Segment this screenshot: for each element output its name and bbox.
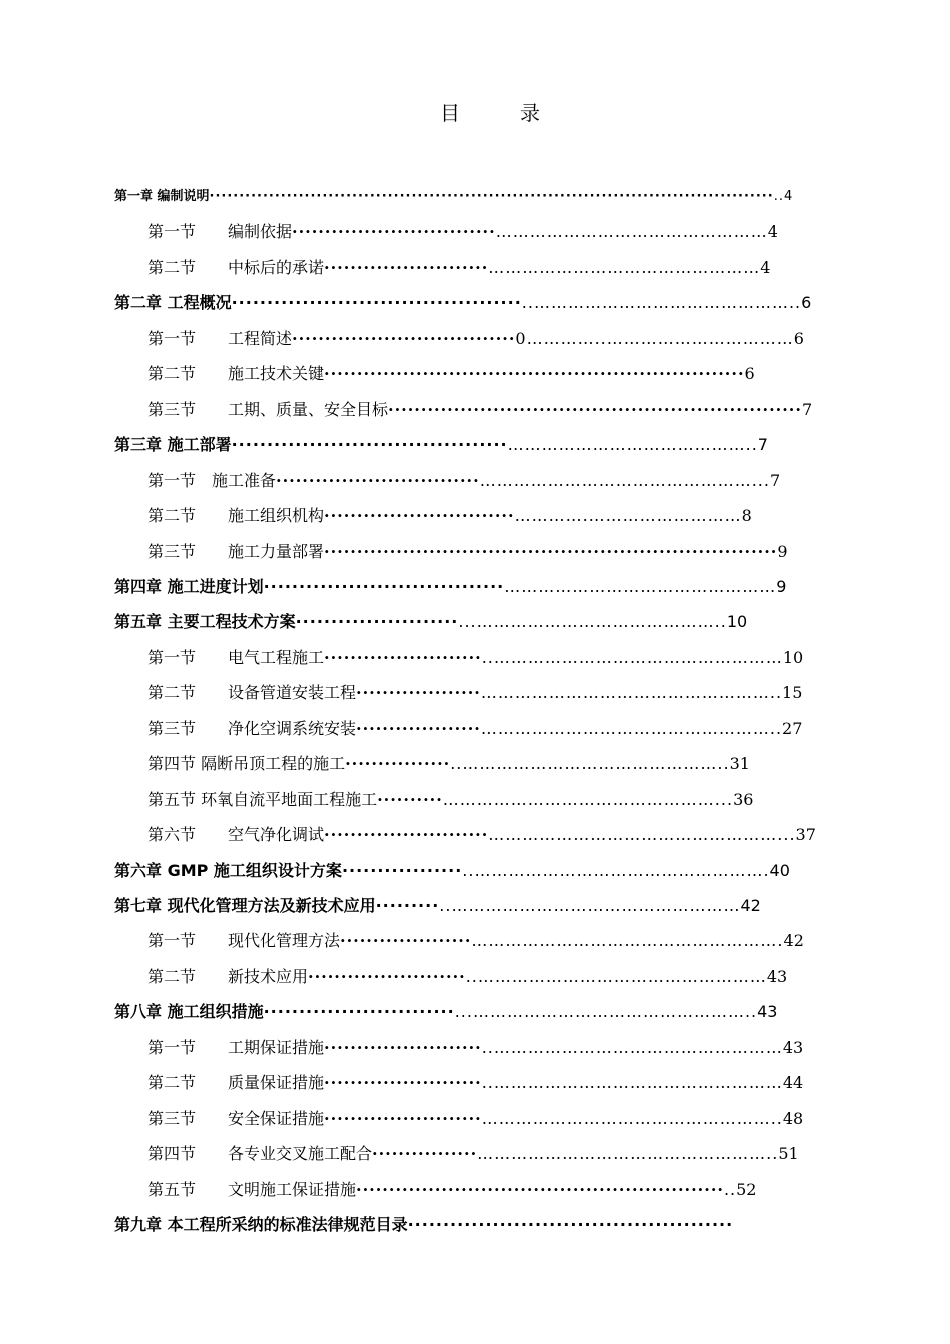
toc-page-number: 4 <box>760 257 771 277</box>
toc-entry-label: 第七章 现代化管理方法及新技术应用 <box>114 896 376 915</box>
toc-leader-dots: ·································· <box>263 576 505 596</box>
toc-leader-dots: ………………………………………… <box>495 222 768 242</box>
toc-leader-dots: ························ <box>324 647 482 667</box>
toc-page-number: 52 <box>736 1179 757 1199</box>
toc-entry-label: 第一章 编制说明 <box>114 189 210 204</box>
toc-entry-label: 第一节 施工准备 <box>148 470 277 490</box>
toc-leader-dots: ··················· <box>356 718 481 738</box>
toc-page-number: 4 <box>767 222 778 242</box>
toc-leader-dots: …………………………………………….. <box>481 1108 783 1128</box>
toc-leader-dots: ...…………………………………….. <box>458 612 727 632</box>
toc-entry-label: 第八章 施工组织措施 <box>114 1002 264 1022</box>
toc-page-number: 31 <box>729 754 750 774</box>
toc-chapter-entry[interactable] <box>114 1212 733 1238</box>
toc-leader-dots: ………………………………………… <box>504 576 777 596</box>
toc-section-entry[interactable] <box>148 645 803 671</box>
toc-section-entry[interactable] <box>148 751 750 777</box>
toc-leader-dots: ..……………………………………………. <box>462 860 770 880</box>
toc-leader-dots: ..…………………………………………… <box>439 896 741 915</box>
toc-leader-dots: ………………………………………………. <box>471 931 784 951</box>
toc-leader-dots: ..…………………………………………… <box>481 1073 783 1093</box>
toc-leader-dots: ······························································· <box>388 399 802 419</box>
toc-leader-dots: ···················· <box>340 931 472 951</box>
toc-section-entry[interactable] <box>148 503 752 529</box>
toc-leader-dots: ..…………………………………………… <box>465 966 767 986</box>
toc-entry-label: 第二节 施工技术关键 <box>148 364 325 384</box>
toc-section-entry[interactable] <box>148 1141 799 1167</box>
toc-entry-label: 第五节 环氧自流平地面工程施工 <box>148 789 378 809</box>
toc-leader-dots: ………………………………………… <box>488 257 761 277</box>
toc-leader-dots: ························································ <box>356 1179 724 1199</box>
toc-chapter-entry[interactable] <box>114 858 790 884</box>
toc-leader-dots: ······································· <box>231 435 508 455</box>
toc-page-number: 6 <box>744 364 755 384</box>
toc-leader-dots: .. <box>723 1179 737 1199</box>
toc-leader-dots: ········· <box>375 896 440 915</box>
toc-leader-dots: ························ <box>324 1037 482 1057</box>
toc-leader-dots: ..…………………………………………… <box>481 647 783 667</box>
toc-page-number: 36 <box>733 789 754 809</box>
toc-leader-dots: ····························· <box>324 506 515 526</box>
toc-leader-dots: 0…………..…………………………… <box>515 328 794 348</box>
toc-entry-label: 第六节 空气净化调试 <box>148 825 325 845</box>
toc-leader-dots: ..…………………………………………… <box>481 1037 783 1057</box>
toc-leader-dots: ……………………………………………... <box>488 825 796 845</box>
toc-chapter-entry[interactable] <box>114 184 792 210</box>
toc-leader-dots: .. <box>773 189 784 204</box>
toc-leader-dots: ··················· <box>356 683 481 703</box>
toc-entry-label: 第二节 新技术应用 <box>148 966 309 986</box>
toc-entry-label: 第三节 安全保证措施 <box>148 1108 325 1128</box>
toc-leader-dots: ················ <box>372 1144 478 1164</box>
toc-leader-dots: ································································ <box>324 364 745 384</box>
toc-leader-dots: ..……………………………………….. <box>521 293 802 313</box>
toc-section-entry[interactable] <box>148 468 780 494</box>
toc-entry-label: 第二节 施工组织机构 <box>148 506 325 526</box>
toc-leader-dots: …………………………………………... <box>479 470 770 490</box>
toc-leader-dots: ················· <box>341 860 463 880</box>
toc-chapter-entry[interactable] <box>114 290 811 316</box>
toc-page-number: 7 <box>801 399 813 419</box>
toc-leader-dots: ··························· <box>263 1002 455 1022</box>
toc-entry-label: 第三节 工期、质量、安全目标 <box>148 399 389 419</box>
toc-leader-dots: ········································· <box>231 293 522 313</box>
toc-page-number: 37 <box>795 825 816 845</box>
toc-leader-dots: ························ <box>308 966 466 986</box>
toc-chapter-entry[interactable] <box>114 432 768 458</box>
toc-leader-dots: ······················· <box>295 612 459 632</box>
toc-leader-dots: ························· <box>324 825 489 845</box>
toc-leader-dots: ····································································· <box>324 541 778 561</box>
toc-page-number: 6 <box>793 328 804 348</box>
toc-entry-label: 第三章 施工部署 <box>114 435 232 455</box>
toc-page-number: 9 <box>776 576 787 596</box>
toc-page-number: 44 <box>782 1073 804 1093</box>
toc-entry-label: 第九章 本工程所采纳的标准法律规范目录 <box>114 1215 408 1235</box>
toc-leader-dots: ·········· <box>377 789 443 809</box>
toc-page-number: 43 <box>782 1037 804 1057</box>
toc-entry-label: 第三节 净化空调系统安装 <box>148 718 357 738</box>
toc-section-entry[interactable] <box>148 539 788 565</box>
toc-section-entry[interactable] <box>148 680 802 706</box>
toc-entry-label: 第五章 主要工程技术方案 <box>114 612 296 632</box>
toc-entry-label: 第一节 工程简述 <box>148 328 293 348</box>
toc-page-number: 51 <box>778 1144 799 1164</box>
toc-entry-label: 第二节 设备管道安装工程 <box>148 683 357 703</box>
toc-leader-dots: ······························································································· <box>209 189 774 204</box>
toc-page-number: 48 <box>782 1108 804 1128</box>
toc-chapter-entry[interactable] <box>114 893 761 919</box>
toc-chapter-entry[interactable] <box>114 999 777 1025</box>
toc-chapter-entry[interactable] <box>114 609 747 635</box>
toc-page-number: 15 <box>782 683 803 703</box>
toc-title: 目 录 <box>440 101 560 125</box>
toc-page-number: 40 <box>769 860 790 880</box>
toc-entry-label: 第二节 中标后的承诺 <box>148 257 325 277</box>
toc-page-number: 8 <box>741 506 752 526</box>
toc-leader-dots: ························ <box>324 1073 482 1093</box>
toc-entry-label: 第五节 文明施工保证措施 <box>148 1179 357 1199</box>
toc-entry-label: 第四节 隔断吊顶工程的施工 <box>148 754 346 774</box>
toc-leader-dots: …………………………………….. <box>507 435 758 455</box>
toc-entry-label: 第一节 现代化管理方法 <box>148 931 341 951</box>
toc-section-entry[interactable] <box>148 1177 756 1203</box>
toc-leader-dots: ·············································· <box>407 1215 734 1235</box>
toc-section-entry[interactable] <box>148 1106 803 1132</box>
toc-leader-dots: ················ <box>345 754 451 774</box>
toc-entry-label: 第四章 施工进度计划 <box>114 576 264 596</box>
toc-leader-dots: ...………………………………………….. <box>454 1002 758 1022</box>
toc-page-number: 43 <box>766 966 788 986</box>
toc-entry-label: 第一节 工期保证措施 <box>148 1037 325 1057</box>
toc-leader-dots: ·································· <box>292 328 516 348</box>
toc-section-entry[interactable] <box>148 361 755 387</box>
toc-entry-label: 第一节 编制依据 <box>148 222 293 242</box>
toc-section-entry[interactable] <box>148 1070 803 1096</box>
toc-page-number: 9 <box>777 541 788 561</box>
toc-section-entry[interactable] <box>148 219 778 245</box>
toc-section-entry[interactable] <box>148 964 787 990</box>
toc-entry-label: 第三节 施工力量部署 <box>148 541 325 561</box>
toc-section-entry[interactable] <box>148 255 770 281</box>
toc-page-number: 4 <box>783 189 793 204</box>
toc-section-entry[interactable] <box>148 822 816 848</box>
toc-section-entry[interactable] <box>148 787 753 813</box>
toc-leader-dots: …………………………………………….. <box>477 1144 779 1164</box>
toc-page-number: 42 <box>783 931 804 951</box>
toc-page-number: 10 <box>726 612 748 632</box>
toc-leader-dots: ..……………………………………….. <box>450 754 730 774</box>
toc-page-number: 27 <box>782 718 803 738</box>
toc-page-number: 6 <box>801 293 812 313</box>
toc-entry-label: 第四节 各专业交叉施工配合 <box>148 1144 373 1164</box>
toc-entry-label: 第二节 质量保证措施 <box>148 1073 325 1093</box>
toc-page-number: 10 <box>782 647 804 667</box>
toc-leader-dots: ······························· <box>292 222 496 242</box>
toc-page-number: 42 <box>740 896 761 915</box>
toc-entry-label: 第一节 电气工程施工 <box>148 647 325 667</box>
toc-section-entry[interactable] <box>148 1035 803 1061</box>
toc-section-entry[interactable] <box>148 326 804 352</box>
toc-leader-dots: ………….……………………… <box>514 506 742 526</box>
toc-page-number: 7 <box>769 470 781 490</box>
toc-page-number: 43 <box>757 1002 778 1022</box>
toc-entry-label: 第二章 工程概况 <box>114 293 232 313</box>
toc-leader-dots: …………………………………………... <box>442 789 734 809</box>
toc-chapter-entry[interactable] <box>114 574 786 600</box>
toc-section-entry[interactable] <box>148 397 812 423</box>
toc-leader-dots: ························ <box>324 1108 482 1128</box>
toc-leader-dots: …………………………………………….. <box>480 683 783 703</box>
toc-leader-dots: ······························· <box>276 470 480 490</box>
toc-leader-dots: ························· <box>324 257 489 277</box>
toc-leader-dots: …………………………………………….. <box>480 718 783 738</box>
toc-page-number: 7 <box>757 435 768 455</box>
toc-section-entry[interactable] <box>148 716 802 742</box>
toc-section-entry[interactable] <box>148 928 804 954</box>
toc-entry-label: 第六章 GMP 施工组织设计方案 <box>114 860 342 880</box>
